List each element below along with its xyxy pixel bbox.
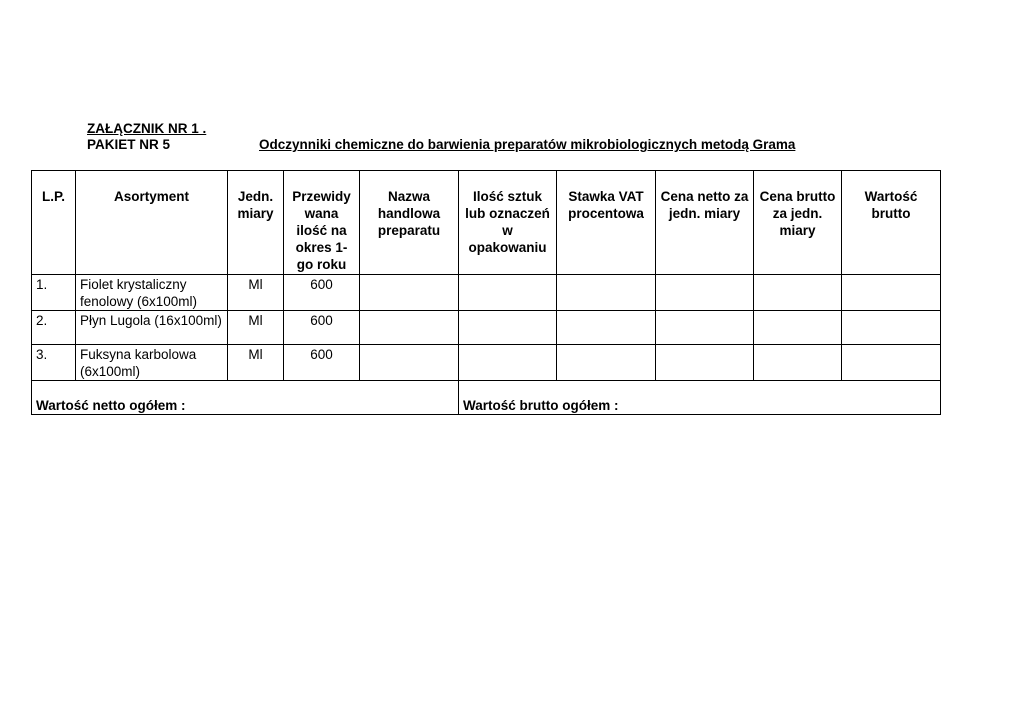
trade-name-cell[interactable] — [360, 311, 459, 345]
gross-price-cell[interactable] — [754, 311, 842, 345]
pricing-table — [31, 170, 941, 415]
quantity-cell: 600 — [284, 345, 360, 381]
column-header: L.P. — [32, 171, 76, 275]
vat-rate-cell[interactable] — [557, 311, 656, 345]
column-header: Asortyment — [76, 171, 228, 275]
pack-count-cell[interactable] — [459, 311, 557, 345]
item-name: Fiolet krystaliczny fenolowy (6x100ml) — [76, 275, 228, 311]
table-row — [32, 275, 941, 311]
table-header-row — [32, 171, 941, 275]
column-header: Wartość brutto — [842, 171, 941, 275]
gross-value-cell[interactable] — [842, 311, 941, 345]
unit-cell: Ml — [228, 345, 284, 381]
net-price-cell[interactable] — [656, 311, 754, 345]
package-label: PAKIET NR 5 — [87, 137, 171, 152]
vat-rate-cell[interactable] — [557, 345, 656, 381]
row-number: 1. — [32, 275, 76, 311]
trade-name-cell[interactable] — [360, 345, 459, 381]
item-name: Fuksyna karbolowa (6x100ml) — [76, 345, 228, 381]
document-heading — [87, 121, 795, 153]
total-net-label: Wartość netto ogółem : — [32, 381, 459, 415]
column-header: Jedn. miary — [228, 171, 284, 275]
table-row — [32, 311, 941, 345]
quantity-cell: 600 — [284, 275, 360, 311]
item-name: Płyn Lugola (16x100ml) — [76, 311, 228, 345]
gross-price-cell[interactable] — [754, 275, 842, 311]
column-header: Cena brutto za jedn. miary — [754, 171, 842, 275]
column-header: Ilość sztuk lub oznaczeń w opakowaniu — [459, 171, 557, 275]
row-number: 2. — [32, 311, 76, 345]
pack-count-cell[interactable] — [459, 345, 557, 381]
column-header: Nazwa handlowa preparatu — [360, 171, 459, 275]
quantity-cell: 600 — [284, 311, 360, 345]
gross-value-cell[interactable] — [842, 275, 941, 311]
row-number: 3. — [32, 345, 76, 381]
column-header: Przewidy wana ilość na okres 1-go roku — [284, 171, 360, 275]
net-price-cell[interactable] — [656, 275, 754, 311]
vat-rate-cell[interactable] — [557, 275, 656, 311]
gross-value-cell[interactable] — [842, 345, 941, 381]
unit-cell: Ml — [228, 275, 284, 311]
unit-cell: Ml — [228, 311, 284, 345]
column-header: Stawka VAT procentowa — [557, 171, 656, 275]
gross-price-cell[interactable] — [754, 345, 842, 381]
trade-name-cell[interactable] — [360, 275, 459, 311]
package-line — [87, 137, 795, 153]
pack-count-cell[interactable] — [459, 275, 557, 311]
total-gross-label: Wartość brutto ogółem : — [459, 381, 941, 415]
totals-row — [32, 381, 941, 415]
table-row — [32, 345, 941, 381]
package-title: Odczynniki chemiczne do barwienia preparatów mikrobiologicznych metodą Grama — [259, 137, 796, 152]
column-header: Cena netto za jedn. miary — [656, 171, 754, 275]
net-price-cell[interactable] — [656, 345, 754, 381]
annex-title: ZAŁĄCZNIK NR 1 . — [87, 121, 207, 136]
